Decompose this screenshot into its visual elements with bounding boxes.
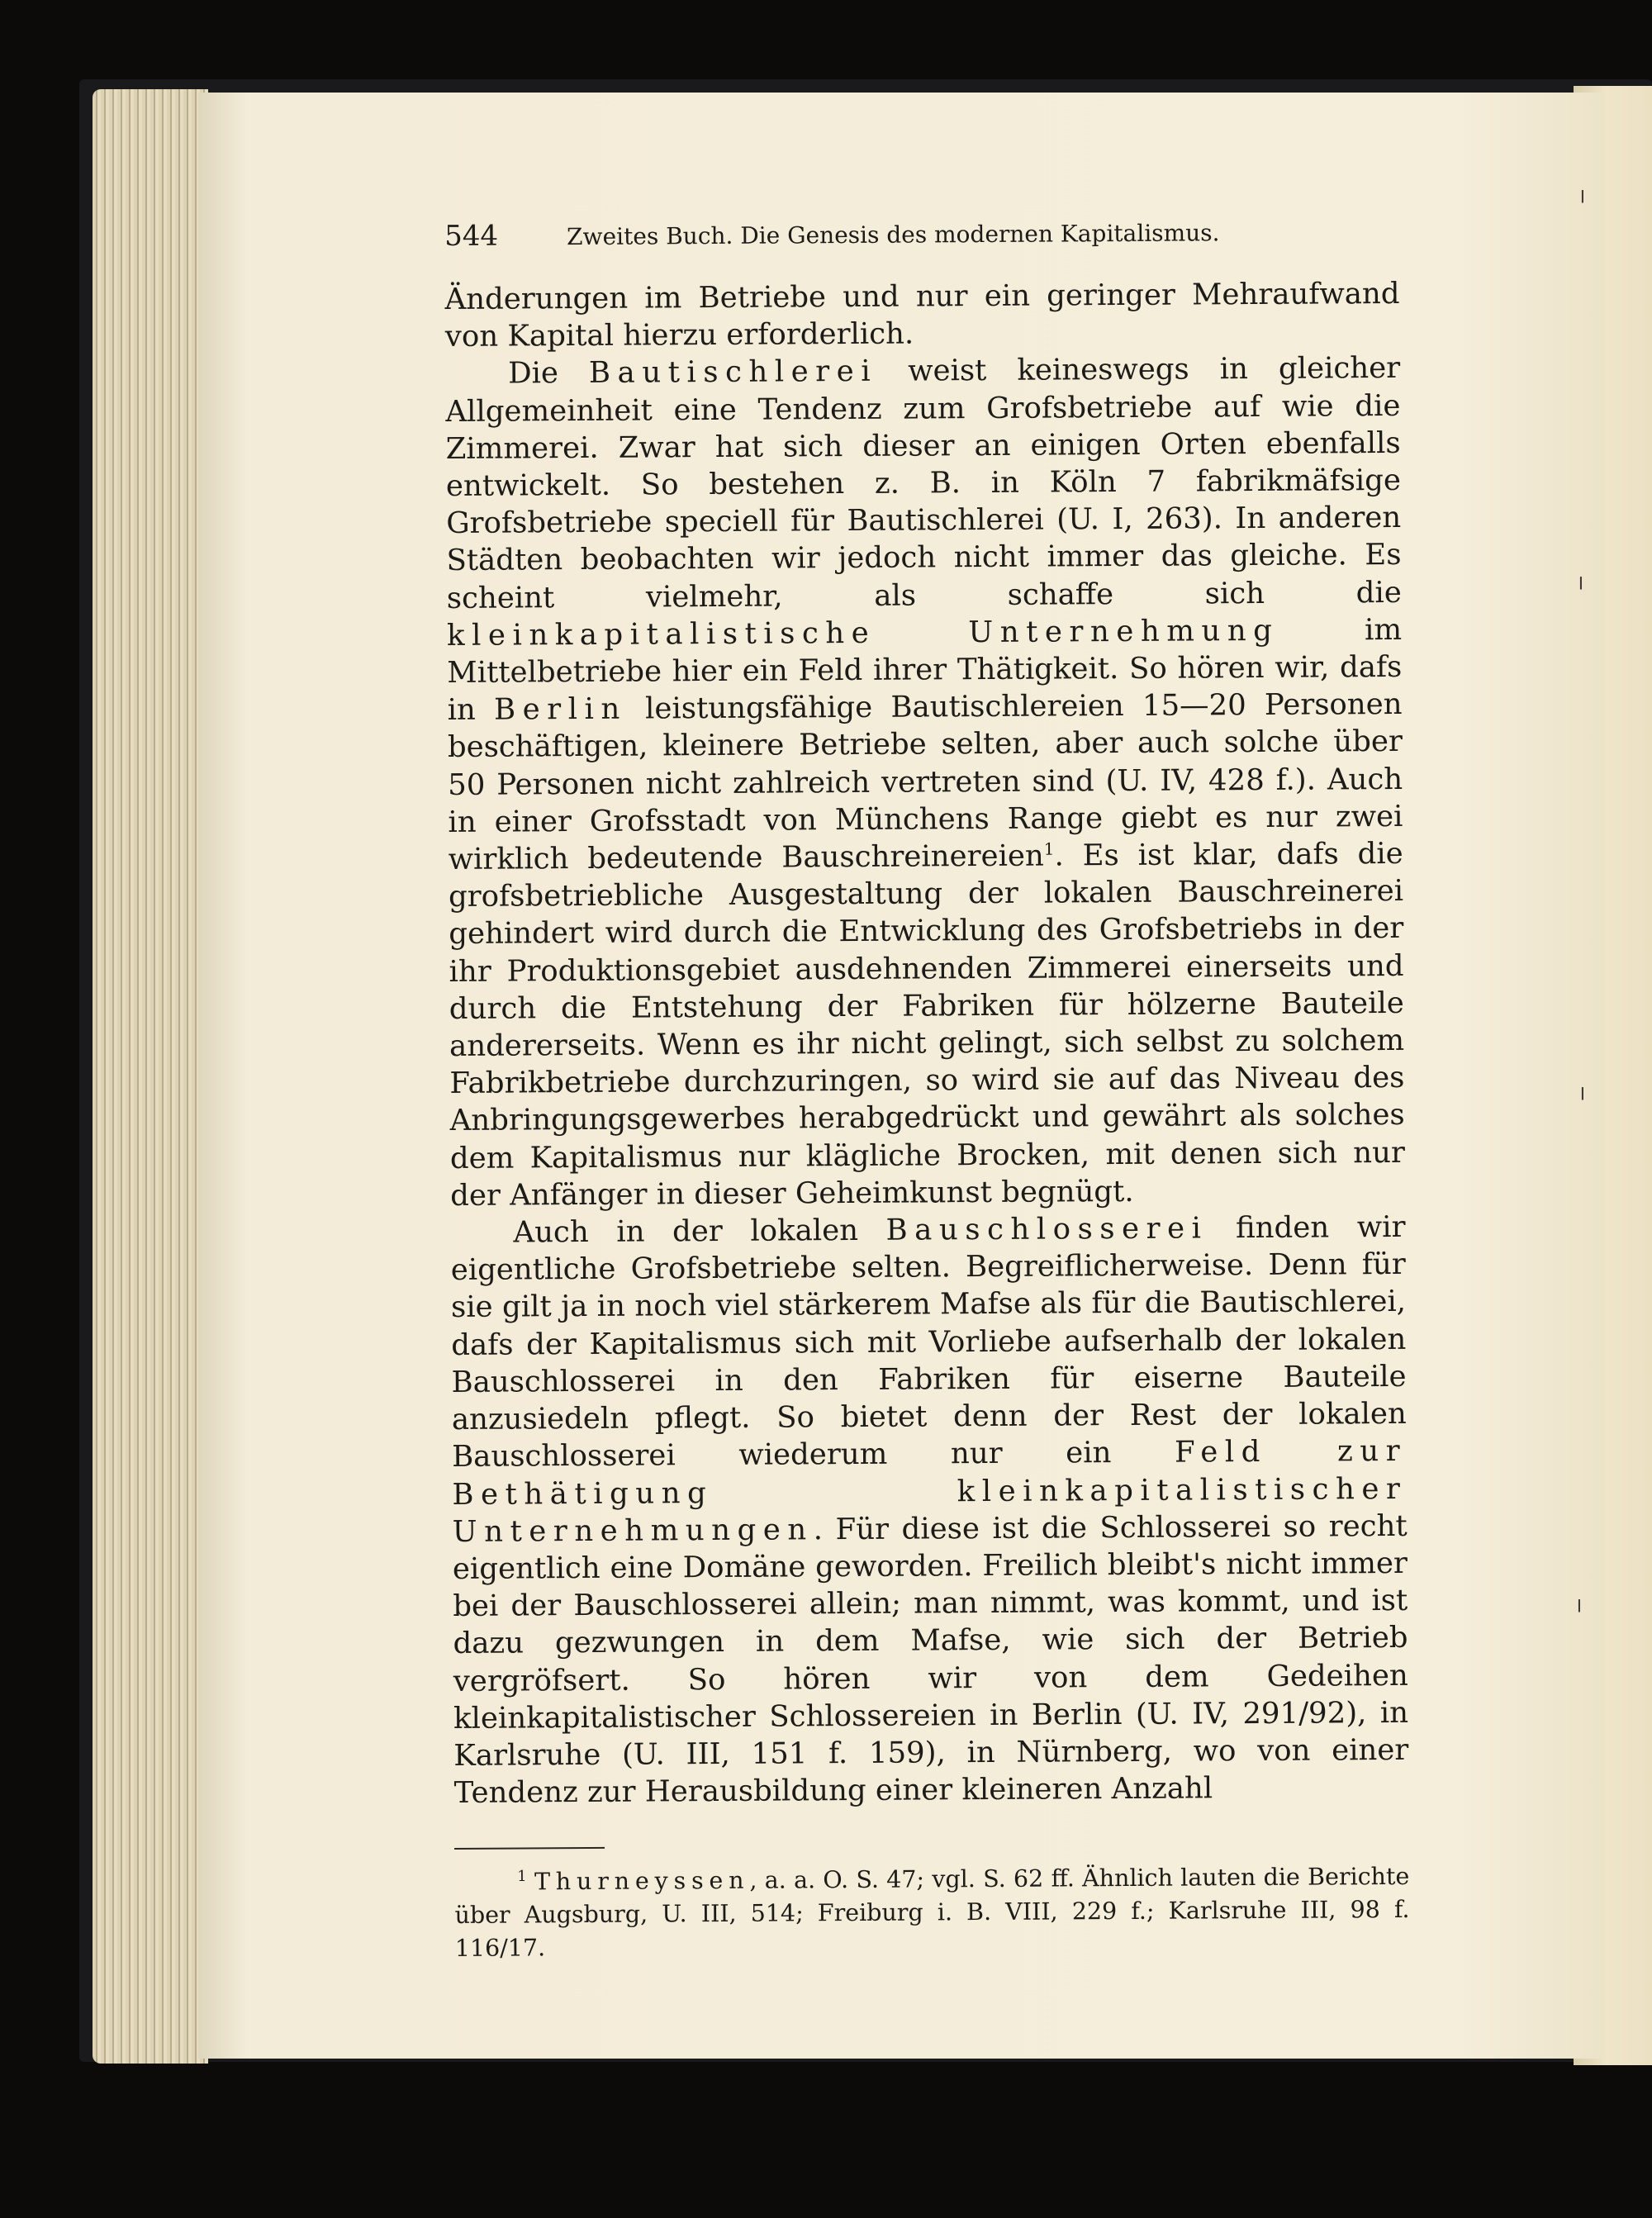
body-text [444,275,1408,1812]
text-run: Auch in der lokalen [513,1213,886,1250]
footnote-1 [454,1860,1410,1965]
text-run: . Es ist klar, dafs die grofsbetriebliche Ausgestaltung der lokalen Bauschreinerei gehindert wird durch die Entwicklung des Grofsbetriebs in der ihr Produktionsgebiet ausdehnenden Zimmerei einerseits und durch die Entstehung der Fabriken für hölzerne Bauteile andererseits. Wenn es ihr nicht gelingt, sich selbst zu solchem Fabrikbetriebe durchzuringen, so wird sie auf das Niveau des Anbringungsgewerbes herabgedrückt und gewährt als solches dem Kapitalismus nur klägliche Brocken, mit denen sich nur der Anfänger in dieser Geheimkunst begnügt. [448,836,1406,1213]
footnote-reference[interactable]: 1 [1043,838,1055,859]
page-edges [93,89,208,2064]
margin-mark: ╷ [1574,565,1588,590]
paragraph-2 [445,349,1405,1214]
emphasis-bautischlerei: Bautischlerei [588,354,878,391]
text-run: . Für diese ist die Schlosserei so recht eigentlich eine Domäne geworden. Freilich bleibt's nicht immer bei der Bauschlosserei allein; man nimmt, was kommt, und ist dazu gezwungen in dem Mafse, wie sich der Betrieb vergröfsert. So hören wir von dem Gedeihen kleinkapitalistischer Schlossereien in Berlin (U. IV, 291/92), in Karlsruhe (U. III, 151 f. 159), in Nürnberg, wo von einer Tendenz zur Herausbildung einer kleineren Anzahl [452,1508,1409,1811]
text-run: finden wir eigentliche Grofsbetriebe selten. Begreiflicherweise. Denn für sie gilt ja in noch viel stärkerem Mafse als für die Bautischlerei, dafs der Kapitalismus sich mit Vorliebe aufserhalb der lokalen Bauschlosserei in den Fabriken für eiserne Bauteile anzusiedeln pflegt. So bietet denn der Rest der lokalen Bauschlosserei wiederum nur ein [450,1209,1407,1475]
text-run: leistungsfähige Bautischlereien 15—20 Personen beschäftigen, kleinere Betriebe selten, aber auch solche über 50 Personen nicht zahlreich vertreten sind (U. IV, 428 f.). Auch in einer Grofsstadt von Münchens Range giebt es nur zwei wirklich bedeutende Bauschreinereien [447,687,1403,877]
emphasis-feld: Feld zur Bethätigung kleinkapitalistischer Unternehmungen [452,1434,1408,1549]
emphasis-kleinkapitalistische: kleinkapitalistische Unternehmung [446,613,1279,653]
running-head [444,214,1399,253]
text-block [444,214,1410,1965]
text-run: weist keineswegs in gleicher Allgemeinheit eine Tendenz zum Grofsbetriebe auf wie die Zimmerei. Zwar hat sich dieser an einigen Orten ebenfalls entwickelt. So bestehen z. B. in Köln 7 fabrikmäfsige Grofsbetriebe speciell für Bautischlerei (U. I, 263). In anderen Städten beobachten wir jedoch nicht immer das gleiche. Es scheint vielmehr, als schaffe sich die [445,351,1402,615]
page-number: 544 [444,219,499,253]
margin-mark: ╷ [1573,1588,1586,1612]
margin-mark: ╷ [1576,1076,1589,1100]
paragraph-1: Änderungen im Betriebe und nur ein geringer Mehraufwand von Kapital hierzu erforderlich. [444,276,1400,354]
footnote-rule [454,1847,605,1850]
emphasis-berlin: Berlin [493,691,627,727]
paragraph-3 [450,1209,1408,1812]
footnote-text: , a. a. O. S. 47; vgl. S. 62 ff. Ähnlich lauten die Berichte über Augsburg, U. III, 514; Freiburg i. B. VIII, 229 f.; Karlsruhe III, 98 f. 116/17. [454,1863,1410,1963]
margin-mark: ╷ [1576,178,1589,203]
emphasis-bauschlosserei: Bauschlosserei [885,1211,1208,1247]
running-title: Zweites Buch. Die Genesis des modernen Kapitalismus. [567,219,1220,251]
text-run: Die [508,356,590,391]
footnote-mark: 1 [517,1868,527,1886]
text-run: im Mittelbetriebe hier ein Feld ihrer Thätigkeit. So hören wir, dafs in [447,612,1403,728]
footnote-name: Thurneyssen [534,1867,750,1896]
